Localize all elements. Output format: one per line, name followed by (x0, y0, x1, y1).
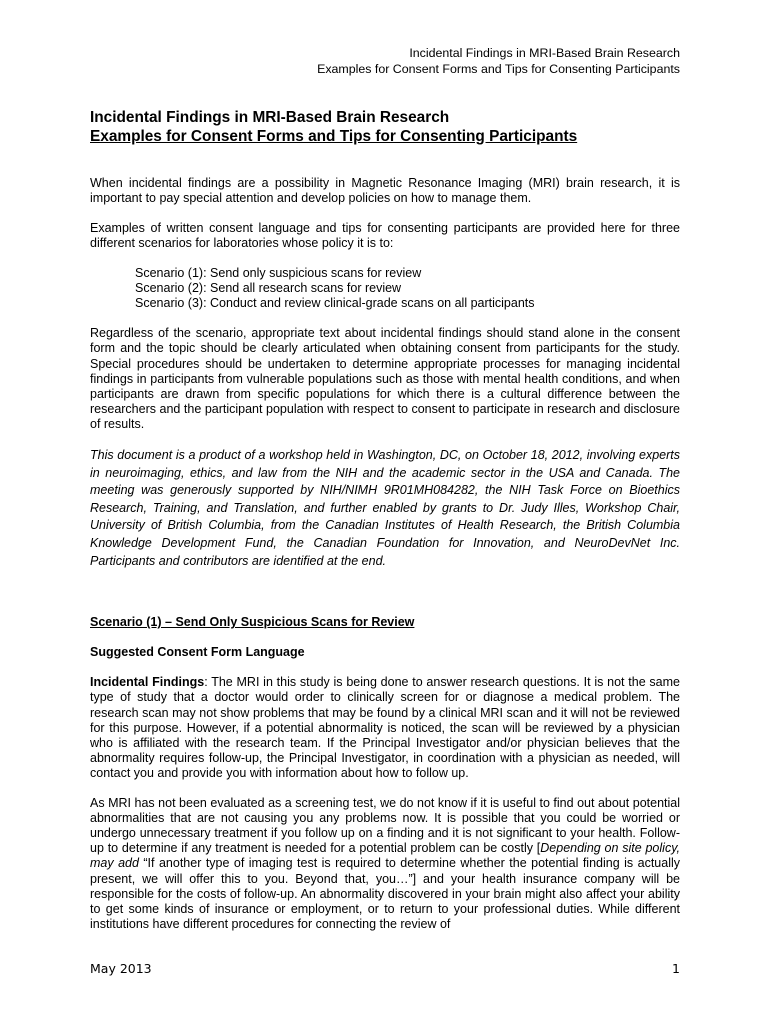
scenario-1-heading: Scenario (1) – Send Only Suspicious Scans for Review (90, 615, 415, 630)
scenario-list-item: Scenario (2): Send all research scans for review (135, 281, 402, 296)
scenario-list (135, 266, 680, 311)
screening-text-a: As MRI has not been evaluated as a screening test, we do not know if it is useful to find out about potential abnormalities that are not causing you any problems now. It is possible that you could be worried or undergo unnecessary treatment if you follow up on a finding and it is not significant to your health. Follow-up to determine if any treatment is needed for a potential problem can be costly [ (90, 796, 680, 856)
screening-text-c: “If another type of imaging test is required to determine whether the potential finding is actually present, we will offer this to you. Beyond that, you…”] and your health insurance company will be responsible for the costs of follow-up. An abnormality discovered in your brain might also affect your ability to get some kinds of insurance or employment, or to return to your professional duties. While different institutions have different procedures for connecting the review of (90, 856, 680, 931)
workshop-note: This document is a product of a workshop held in Washington, DC, on October 18, 2012, involving experts in neuroimaging, ethics, and law from the NIH and the academic sector in the USA and Canada. The meeting was generously supported by NIH/NIMH 9R01MH084282, the NIH Task Force on Bioethics Research, Training, and Translation, and further enabled by grants to Dr. Judy Illes, Workshop Chair, University of British Columbia, from the Canadian Institutes of Health Research, the British Columbia Knowledge Development Fund, the Canadian Foundation for Innovation, and NeuroDevNet Inc. Participants and contributors are identified at the end. (90, 448, 680, 568)
document-body (90, 109, 680, 932)
scenario-list-item: Scenario (1): Send only suspicious scans for review (135, 266, 422, 281)
page-footer (90, 961, 680, 976)
incidental-findings-label: Incidental Findings (90, 675, 205, 690)
page-number: 1 (672, 961, 680, 976)
header-line-2: Examples for Consent Forms and Tips for Consenting Participants (317, 62, 680, 76)
consent-language-heading: Suggested Consent Form Language (90, 645, 305, 660)
intro-paragraph-2: Examples of written consent language and tips for consenting participants are provided here for three different scenarios for laboratories whose policy it is to: (90, 221, 680, 251)
incidental-findings-paragraph (90, 675, 680, 781)
title-line-1: Incidental Findings in MRI-Based Brain Research (90, 109, 450, 126)
intro-paragraph-3: Regardless of the scenario, appropriate text about incidental findings should stand alone in the consent form and the topic should be clearly articulated when obtaining consent from participants for the study. Special procedures should be undertaken to determine appropriate processes for managing incidental findings in participants from vulnerable populations such as those with mental health conditions, and when participants are drawn from specific populations for which there is a cultural difference between the researchers and the participant population with respect to consent to participate in research and disclosure of results. (90, 326, 680, 431)
scenario-list-item: Scenario (3): Conduct and review clinical-grade scans on all participants (135, 296, 535, 311)
footer-date: May 2013 (90, 961, 152, 976)
intro-paragraph-1: When incidental findings are a possibility in Magnetic Resonance Imaging (MRI) brain research, it is important to pay special attention and develop policies on how to manage them. (90, 176, 680, 206)
header-line-1: Incidental Findings in MRI-Based Brain Research (409, 46, 680, 60)
screening-paragraph (90, 796, 680, 932)
incidental-findings-text: : The MRI in this study is being done to answer research questions. It is not the same type of study that a doctor would order to clinically screen for or diagnose a medical problem. The research scan may not show problems that may be found by a clinical MRI scan and it will not be reviewed for this purpose. However, if a potential abnormality is noticed, the scan will be reviewed by a physician who is affiliated with the research team. If the Principal Investigator and/or physician believes that the abnormality requires follow-up, the Principal Investigator, in coordination with a physician as needed, will contact you and provide you with information about how to follow up. (90, 675, 680, 780)
running-header (317, 45, 680, 77)
site-policy-note: Depending on site policy, may add (90, 841, 680, 871)
title-line-2: Examples for Consent Forms and Tips for Consenting Participants (90, 127, 578, 145)
document-title (90, 109, 680, 146)
